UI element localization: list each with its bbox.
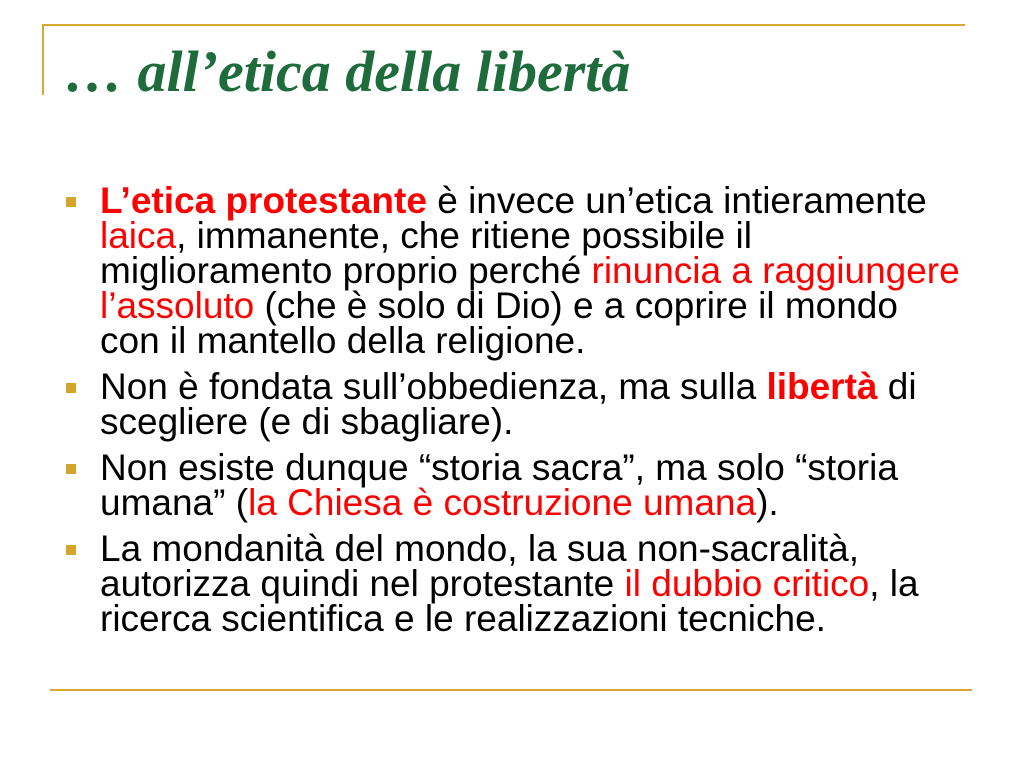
highlighted-text: rinuncia a raggiungere: [591, 250, 960, 291]
text-segment: miglioramento proprio perché: [100, 250, 592, 291]
bullet-line: [100, 447, 1000, 488]
highlighted-text: la Chiesa è costruzione umana: [248, 482, 757, 523]
text-segment: di: [877, 366, 917, 407]
bullet-line: [100, 401, 1000, 442]
bullet-list: [100, 180, 1000, 647]
bullet-item: [100, 180, 1000, 361]
square-bullet-icon: [66, 383, 76, 393]
bullet-line: [100, 366, 1000, 407]
bullet-line: [100, 215, 1000, 256]
text-segment: è invece un’etica intieramente: [426, 180, 927, 221]
highlighted-text: laica: [100, 215, 177, 256]
bullet-line: [100, 250, 1000, 291]
bullet-line: [100, 285, 1000, 326]
text-segment: ).: [756, 482, 779, 523]
text-segment: con il mantello della religione.: [100, 320, 586, 361]
highlighted-text: L’etica protestante: [100, 180, 427, 221]
left-gold-rule: [42, 24, 44, 95]
text-segment: Non esiste dunque “storia sacra”, ma solo “storia: [100, 447, 898, 488]
bottom-gold-rule: [50, 689, 972, 691]
text-segment: La mondanità del mondo, la sua non-sacralità,: [100, 528, 859, 569]
slide-title: … all’etica della libertà: [65, 39, 631, 104]
bullet-item: [100, 447, 1000, 523]
text-segment: , immanente, che ritiene possibile il: [176, 215, 752, 256]
square-bullet-icon: [66, 545, 76, 555]
bullet-item: [100, 528, 1000, 639]
bullet-line: [100, 528, 1000, 569]
highlighted-text: il dubbio critico: [624, 563, 870, 604]
text-segment: umana” (: [100, 482, 249, 523]
bullet-line: [100, 482, 1000, 523]
text-segment: ricerca scientifica e le realizzazioni tecniche.: [100, 598, 826, 639]
bullet-line: [100, 180, 1000, 221]
square-bullet-icon: [66, 464, 76, 474]
square-bullet-icon: [66, 197, 76, 207]
text-segment: (che è solo di Dio) e a coprire il mondo: [254, 285, 898, 326]
text-segment: scegliere (e di sbagliare).: [100, 401, 514, 442]
bullet-line: [100, 598, 1000, 639]
bullet-line: [100, 563, 1000, 604]
text-segment: autorizza quindi nel protestante: [100, 563, 625, 604]
text-segment: Non è fondata sull’obbedienza, ma sulla: [100, 366, 767, 407]
highlighted-text: l’assoluto: [100, 285, 255, 326]
highlighted-text: libertà: [766, 366, 878, 407]
bullet-line: [100, 320, 1000, 361]
text-segment: , la: [869, 563, 919, 604]
top-gold-rule: [42, 24, 965, 26]
bullet-item: [100, 366, 1000, 442]
